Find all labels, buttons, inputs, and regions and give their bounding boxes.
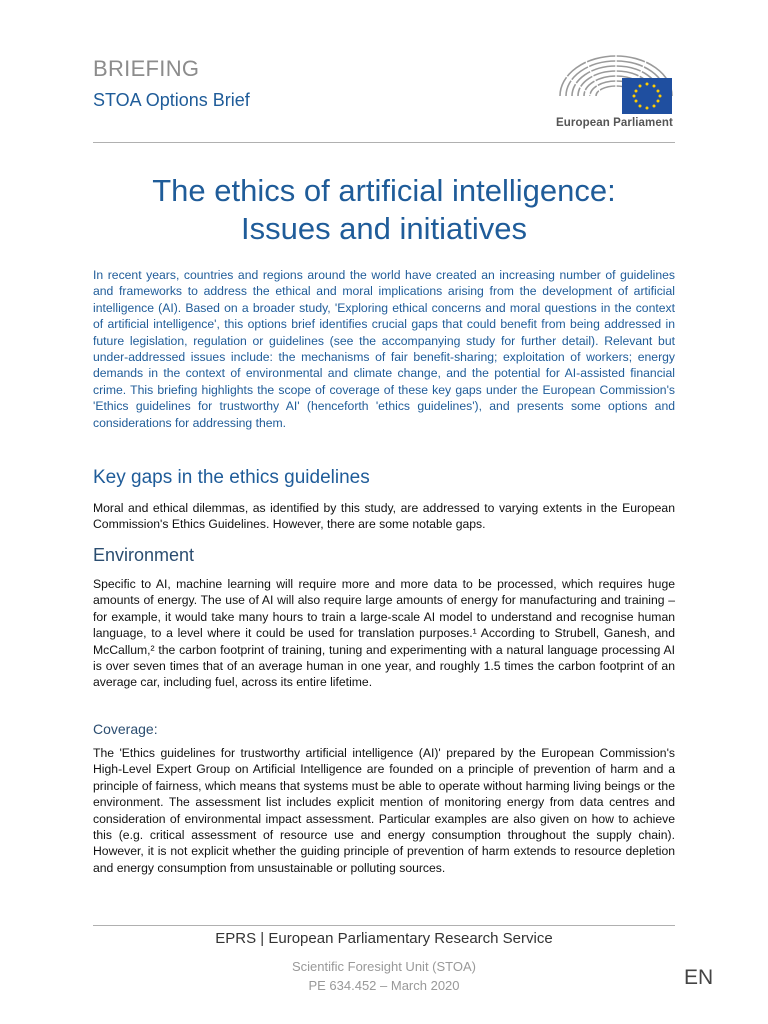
coverage-heading: Coverage: (93, 721, 158, 737)
title-line-2: Issues and initiatives (240, 211, 528, 246)
section-heading: Key gaps in the ethics guidelines (93, 467, 370, 488)
abstract-text: In recent years, countries and regions around the world have created an increasing number of guidelines and frameworks to address the ethical and moral implications arising from the development of artificial intelligence (AI). Based on a broader study, 'Exploring ethical concerns and moral questions in the context of artificial intelligence', this options brief identifies crucial gaps that could benefit from being addressed in future legislation, regulation or guidelines (see the accompanying study for further detail). Relevant but under-addressed issues include: the mechanisms of fair benefit-sharing; exploitation of workers; energy demands in the context of environmental and climate change, and the potential for AI-assisted financial crime. This briefing highlights the scope of coverage of these key gaps under the European Commission's 'Ethics guidelines for trustworthy AI' (henceforth 'ethics guidelines'), and presents some options and considerations for addressing them. (93, 268, 675, 430)
title-line-1: The ethics of artificial intelligence: (152, 173, 616, 208)
page-title (93, 172, 675, 248)
series-title: STOA Options Brief (93, 90, 250, 110)
footer-unit: Scientific Foresight Unit (STOA) (292, 959, 476, 974)
footer-service: EPRS | European Parliamentary Research Service (215, 930, 553, 947)
briefing-label: BRIEFING (93, 56, 200, 81)
header-divider (93, 142, 675, 143)
subsection-heading: Environment (93, 545, 195, 565)
footer-reference: PE 634.452 – March 2020 (308, 978, 460, 993)
footer-divider (93, 925, 675, 926)
logo-text: European Parliament (556, 117, 673, 129)
environment-paragraph: Specific to AI, machine learning will require more and more data to be processed, which requires huge amounts of energy. The use of AI will also require large amounts of energy for manufacturing and training – for example, it would take many hours to train a large-scale AI model to understand and recognise human language, to a level where it could be used for translation purposes.¹ According to Strubell, Ganesh, and McCallum,² the carbon footprint of training, tuning and experimenting with a natural language processing AI is over seven times that of an average human in one year, and roughly 1.5 times the carbon footprint of an average car, including fuel, across its entire lifetime. (93, 577, 675, 690)
language-badge: EN (684, 966, 714, 989)
coverage-paragraph: The 'Ethics guidelines for trustworthy artificial intelligence (AI)' prepared by the European Commission's High-Level Expert Group on Artificial Intelligence are founded on a principle of prevention of harm and a principle of fairness, which means that systems must be able to operate without harming living beings or the environment. The assessment list includes explicit mention of monitoring energy from data centres and consideration of environmental impact assessment. Particular examples are also given on how to achieve this (e.g. critical assessment of resource use and energy consumption throughout the supply chain). However, it is not explicit whether the guiding principle of prevention of harm extends to resource depletion and energy consumption from unsustainable or polluting sources. (93, 746, 675, 875)
section-intro: Moral and ethical dilemmas, as identified by this study, are addressed to varying extents in the European Commission's Ethics Guidelines. However, there are some notable gaps. (93, 501, 675, 532)
